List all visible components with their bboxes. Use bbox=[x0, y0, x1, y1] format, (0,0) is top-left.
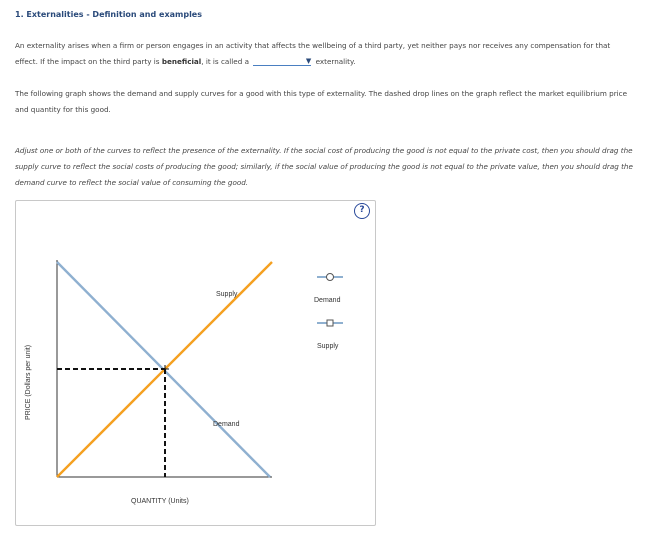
paragraph1-text-after: externality. bbox=[315, 57, 356, 66]
demand-legend-tool[interactable] bbox=[314, 274, 343, 305]
help-icon[interactable]: ? bbox=[354, 203, 370, 219]
demand-legend-circle-icon bbox=[327, 274, 334, 281]
supply-legend-label: Supply bbox=[317, 343, 339, 350]
demand-curve-label: Demand bbox=[213, 421, 240, 428]
paragraph1-text-middle: , it is called a bbox=[201, 57, 249, 66]
y-axis-label: PRICE (Dollars per unit) bbox=[25, 344, 32, 420]
supply-curve-label: Supply bbox=[216, 291, 238, 298]
question-title: 1. Externalities - Definition and examples bbox=[15, 10, 202, 19]
supply-legend-tool[interactable] bbox=[317, 320, 343, 350]
instructions-paragraph: Adjust one or both of the curves to reflect the presence of the externality. If the social cost of producing the good is not equal to the private cost, then you should drag the supply curve to reflect the social costs of producing the good; similarly, if the social value of producing the good is not equal to the private value, then you should drag the demand curve to reflect the social value of consuming the good. bbox=[15, 146, 633, 187]
demand-legend-label: Demand bbox=[314, 297, 341, 304]
chevron-down-icon: ▼ bbox=[305, 57, 312, 65]
supply-legend-square-icon bbox=[327, 320, 333, 326]
graph-description-paragraph: The following graph shows the demand and supply curves for a good with this type of externality. The dashed drop lines on the graph reflect the market equilibrium price and quantity for this good. bbox=[15, 89, 628, 114]
x-axis-label: QUANTITY (Units) bbox=[131, 498, 189, 505]
beneficial-word: beneficial bbox=[161, 57, 202, 66]
paragraph1-text-before: An externality arises when a firm or person engages in an activity that affects the wellbeing of a third party, yet neither pays nor receives any compensation for that effect. If the impact on the third party is bbox=[15, 41, 611, 66]
